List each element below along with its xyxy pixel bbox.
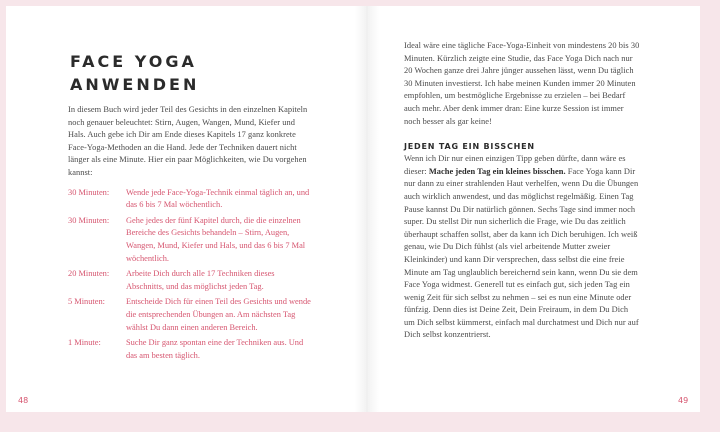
time-option <box>68 296 314 334</box>
book-gutter <box>355 6 379 412</box>
paragraph-2-rest: Face Yoga kann Dir nur dann zu einer strahlenden Haut verhelfen, wenn Du die Übungen auch wirklich anwendest, und das möglichst regelmäßig. Einen Tag Pause kannst Du Dir natürlich gönnen. Sechs Tage sind immer noch super. Du stellst Dir nun sicherlich die Frage, wie Du das zeitlich überhaupt schaffen sollst, aber da kann ich Dich beruhigen. Ich weiß genau, wie Du Dich fühlst (als viel arbeitende Mutter zweier Kleinkinder) und kann Dir versprechen, dass selbst die eine freie Minute am Tag unglaublich bereichernd sein kann, wenn Du sie dem Face Yoga widmest. Generell tut es einfach gut, sich jeden Tag ein wenig Zeit für sich selbst zu nehmen – sei es nun eine Minute oder fünfzig. Denn dies ist Deine Zeit, Dein Freiraum, in dem Du Dich um Dich selbst kümmerst, einfach mal durchatmest und Dich nur auf Dich selbst konzentrierst. <box>404 166 639 340</box>
chapter-title-line-1: FACE YOGA <box>70 52 197 71</box>
right-paragraph-2 <box>404 153 640 342</box>
intro-paragraph: In diesem Buch wird jeder Teil des Gesichts in den einzelnen Kapiteln noch genauer beleuchtet: Stirn, Augen, Wangen, Mund, Kiefer und Hals. Auch gebe ich Dir am Ende dieses Kapitels 17 ganz konkrete Face-Yoga-Methoden an die Hand. Jede der Techniken dauert nicht länger als eine Minute. Hier ein paar Möglichkeiten, wie Du vorgehen kannst: <box>68 105 308 177</box>
book-spread <box>6 6 700 412</box>
time-option-label: 1 Minute: <box>68 338 101 348</box>
time-options-list <box>68 187 314 363</box>
chapter-title-line-2: ANWENDEN <box>70 75 200 94</box>
time-option <box>68 268 314 293</box>
time-option <box>68 215 314 265</box>
time-option <box>68 187 314 212</box>
time-option-label: 30 Minuten: <box>68 187 110 197</box>
right-paragraph-1: Ideal wäre eine tägliche Face-Yoga-Einheit von mindestens 20 bis 30 Minuten. Kürzlich zeigte eine Studie, das Face Yoga Dich nach nur 20 Wochen ganze drei Jahre jünger aussehen lässt, wenn Du täglich 30 Minuten investierst. Ich habe meinen Kunden immer 20 Minuten empfohlen, um bestmögliche Ergebnisse zu erzielen – bei Bedarf auch mehr. Aber denk immer dran: Eine kurze Session ist immer noch besser als gar keine! <box>404 41 640 126</box>
time-option-text: Arbeite Dich durch alle 17 Techniken dieses Abschnitts, und das möglichst jeden Tag. <box>126 269 275 291</box>
time-option-label: 20 Minuten: <box>68 269 110 279</box>
time-option-text: Gehe jedes der fünf Kapitel durch, die die einzelnen Bereiche des Gesichts behandeln – Stirn, Augen, Wangen, Mund, Kiefer und Hals, und das 6 bis 7 Mal wöchentlich. <box>126 215 306 263</box>
paragraph-2-start: Wenn ich Dir nur einen einzigen Tipp geben dürfte, dann wäre es dieser: <box>404 154 626 176</box>
time-option-label: 5 Minuten: <box>68 297 105 307</box>
page-number-right: 49 <box>678 396 689 405</box>
time-option-text: Entscheide Dich für einen Teil des Gesichts und wende die entsprechenden Übungen an. Am nächsten Tag wählst Du dann einen anderen Bereich. <box>126 297 311 332</box>
page-number-left: 48 <box>18 396 29 405</box>
section-subheading: JEDEN TAG EIN BISSCHEN <box>404 142 535 152</box>
key-tip-bold: Mache jeden Tag ein kleines bisschen. <box>428 166 566 176</box>
time-option-text: Wende jede Face-Yoga-Technik einmal täglich an, und das 6 bis 7 Mal wöchentlich. <box>126 187 310 210</box>
time-option-label: 30 Minuten: <box>68 215 110 225</box>
right-page <box>404 40 640 342</box>
time-option <box>68 337 314 362</box>
chapter-title <box>68 50 314 96</box>
time-option-text: Suche Dir ganz spontan eine der Techniken aus. Und das am besten täglich. <box>126 338 304 360</box>
left-page <box>68 50 314 365</box>
